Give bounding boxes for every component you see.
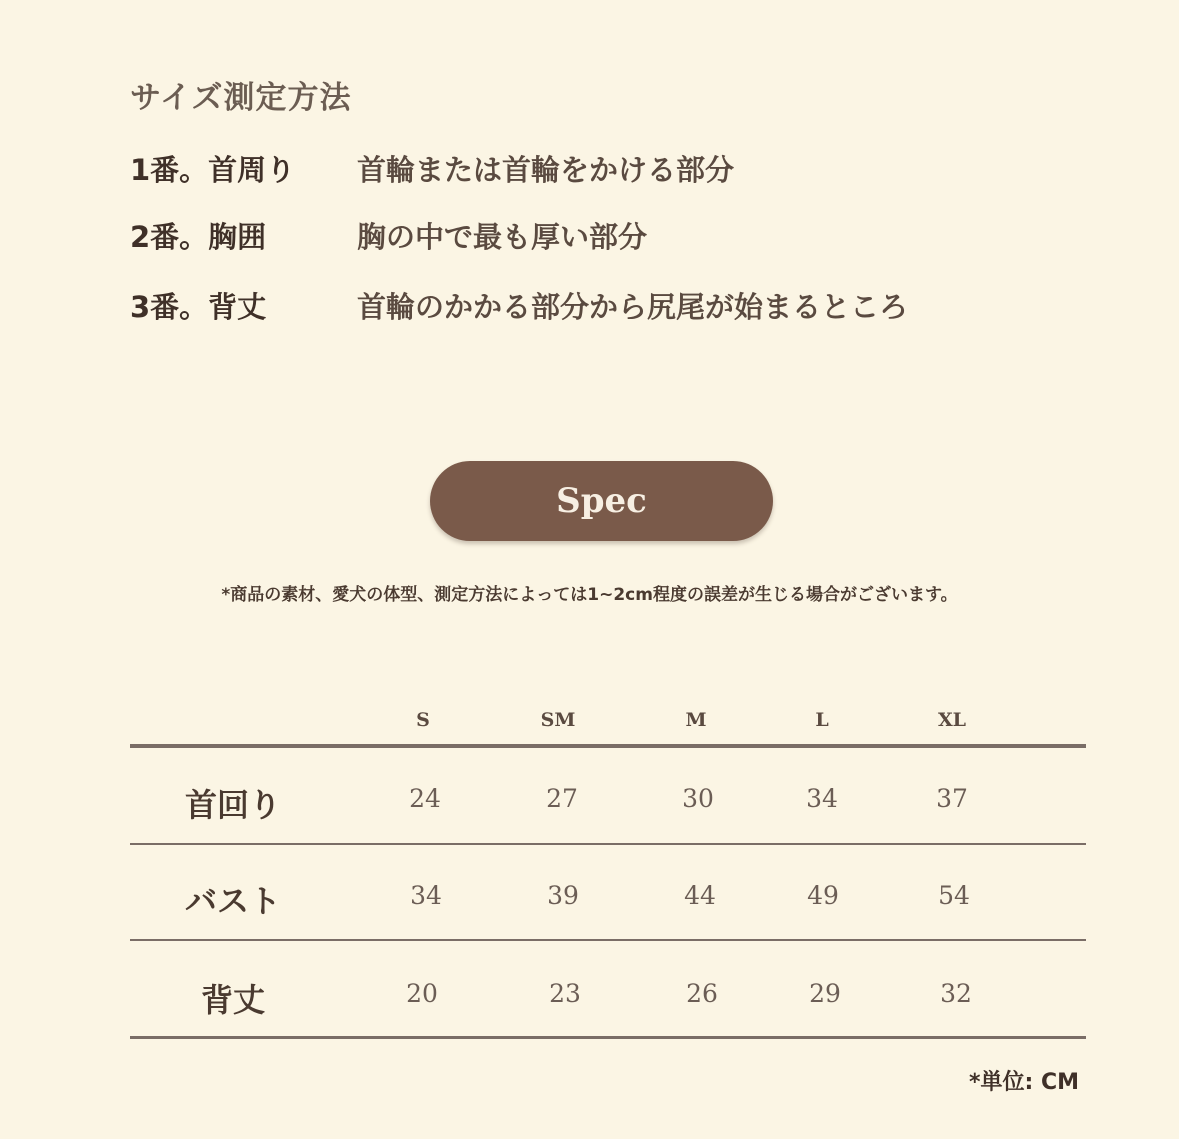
table-cell: 20 xyxy=(406,979,438,1008)
tolerance-note: *商品の素材、愛犬の体型、測定方法によっては1~2cm程度の誤差が生じる場合がございます。 xyxy=(221,585,958,605)
measure-desc-back: 首輪のかかる部分から尻尾が始まるところ xyxy=(357,290,909,324)
column-header-l: L xyxy=(815,709,829,731)
table-cell: 27 xyxy=(546,784,578,813)
measure-desc-chest: 胸の中で最も厚い部分 xyxy=(357,220,648,254)
table-cell: 34 xyxy=(806,784,838,813)
measure-label-chest: 2番。胸囲 xyxy=(130,220,267,254)
table-cell: 29 xyxy=(809,979,841,1008)
measure-label-back: 3番。背丈 xyxy=(130,290,267,324)
table-cell: 39 xyxy=(547,881,579,910)
column-header-sm: SM xyxy=(540,709,576,731)
table-cell: 32 xyxy=(940,979,972,1008)
measure-label-neck: 1番。首周り xyxy=(130,153,296,187)
table-cell: 26 xyxy=(686,979,718,1008)
column-header-m: M xyxy=(685,709,707,731)
table-cell: 23 xyxy=(549,979,581,1008)
measure-title: サイズ測定方法 xyxy=(130,80,352,116)
column-header-s: S xyxy=(416,709,430,731)
table-cell: 37 xyxy=(936,784,968,813)
table-cell: 49 xyxy=(807,881,839,910)
table-cell: 34 xyxy=(410,881,442,910)
measure-desc-neck: 首輪または首輪をかける部分 xyxy=(357,153,735,187)
row-rule xyxy=(130,939,1086,941)
column-header-xl: XL xyxy=(937,709,967,731)
spec-badge xyxy=(430,461,773,541)
row-label-neck: 首回り xyxy=(184,786,281,824)
table-cell: 30 xyxy=(682,784,714,813)
table-cell: 54 xyxy=(938,881,970,910)
spec-label: Spec xyxy=(556,481,647,521)
bottom-rule xyxy=(130,1036,1086,1039)
header-rule xyxy=(130,744,1086,748)
row-label-back: 背丈 xyxy=(200,981,265,1019)
row-label-bust: バスト xyxy=(184,882,281,920)
row-rule xyxy=(130,843,1086,845)
table-cell: 44 xyxy=(684,881,716,910)
table-cell: 24 xyxy=(409,784,441,813)
unit-note: *単位: CM xyxy=(968,1070,1079,1095)
